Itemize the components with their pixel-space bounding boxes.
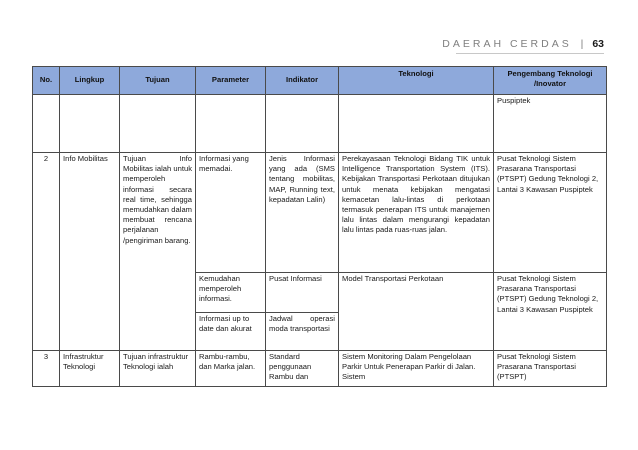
cell-no: 3 — [33, 351, 60, 387]
cell-lingkup — [60, 95, 120, 153]
col-header-lingkup: Lingkup — [60, 67, 120, 95]
page-header — [442, 38, 604, 50]
col-header-parameter: Parameter — [196, 67, 266, 95]
header-rule — [456, 53, 604, 54]
cell-tujuan: Tujuan Info Mobilitas ialah untuk memperoleh informasi secara real time, sehingga memudahkan dalam membuat rencana perjalanan /pengiriman barang. — [120, 153, 196, 351]
cell-indikator: Standard penggunaan Rambu dan — [266, 351, 339, 387]
page-number: 63 — [592, 38, 604, 50]
cell-teknologi — [339, 95, 494, 153]
table-row — [33, 95, 607, 153]
cell-pengembang: Pusat Teknologi Sistem Prasarana Transportasi (PTSPT) Gedung Teknologi 2, Lantai 3 Kawasan Puspiptek — [494, 153, 607, 273]
cell-indikator: Jadwal operasi moda transportasi — [266, 313, 339, 351]
cell-tujuan — [120, 95, 196, 153]
cell-pengembang: Puspiptek — [494, 95, 607, 153]
cell-no: 2 — [33, 153, 60, 351]
cell-indikator — [266, 95, 339, 153]
cell-indikator: Jenis Informasi yang ada (SMS tentang mobilitas, MAP, Running text, kepadatan Lalin) — [266, 153, 339, 273]
cell-parameter: Informasi yang memadai. — [196, 153, 266, 273]
cell-pengembang: Pusat Teknologi Sistem Prasarana Transportasi (PTSPT) — [494, 351, 607, 387]
table-row — [33, 153, 607, 273]
cell-parameter: Informasi up to date dan akurat — [196, 313, 266, 351]
cell-parameter: Kemudahan memperoleh informasi. — [196, 273, 266, 313]
table-header-row — [33, 67, 607, 95]
cell-indikator: Pusat Informasi — [266, 273, 339, 313]
cell-parameter: Rambu-rambu, dan Marka jalan. — [196, 351, 266, 387]
cell-lingkup: Infrastruktur Teknologi — [60, 351, 120, 387]
section-title: DAERAH CERDAS — [442, 38, 572, 50]
cell-pengembang: Pusat Teknologi Sistem Prasarana Transportasi (PTSPT) Gedung Teknologi 2, Lantai 3 Kawasan Puspiptek — [494, 273, 607, 351]
cell-teknologi: Sistem Monitoring Dalam Pengelolaan Parkir Untuk Penerapan Parkir di Jalan. Sistem — [339, 351, 494, 387]
col-header-pengembang: Pengembang Teknologi /Inovator — [494, 67, 607, 95]
technology-table — [32, 66, 607, 387]
cell-tujuan: Tujuan infrastruktur Teknologi ialah — [120, 351, 196, 387]
col-header-teknologi: Teknologi — [339, 67, 494, 95]
cell-teknologi: Perekayasaan Teknologi Bidang TIK untuk Intelligence Transportation System (ITS). Kebijakan Transportasi Perkotaan ditujukan untuk menata kebijakan mengatasi kemacetan lalu-lintas di perkotaan termasuk penerapan ITS untuk manajemen lalu lintas dalam mengurangi kepadatan lalu lintas pada ruas-ruas jalan. — [339, 153, 494, 273]
cell-no — [33, 95, 60, 153]
col-header-indikator: Indikator — [266, 67, 339, 95]
cell-teknologi: Model Transportasi Perkotaan — [339, 273, 494, 351]
cell-parameter — [196, 95, 266, 153]
cell-lingkup: Info Mobilitas — [60, 153, 120, 351]
col-header-tujuan: Tujuan — [120, 67, 196, 95]
table-row — [33, 351, 607, 387]
col-header-no: No. — [33, 67, 60, 95]
header-separator: | — [580, 38, 584, 50]
